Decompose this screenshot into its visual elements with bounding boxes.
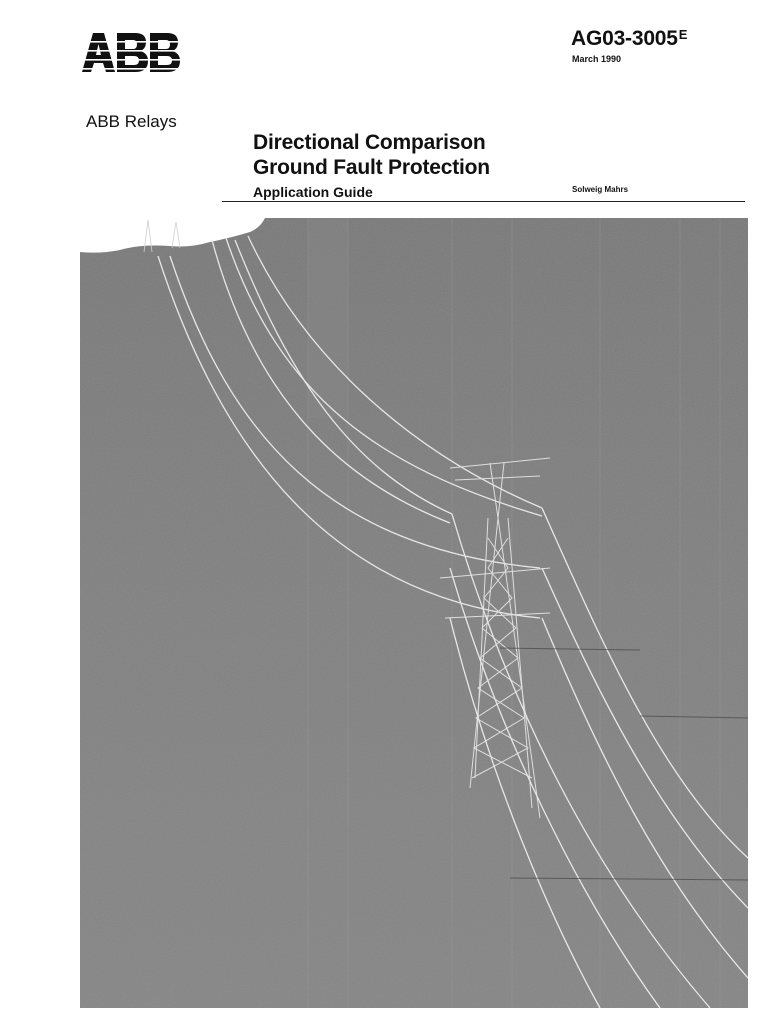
- document-title-line-1: Directional Comparison: [253, 131, 486, 154]
- author-name: Solweig Mahrs: [572, 185, 629, 194]
- photo-grain: [80, 218, 748, 1008]
- cover-photo: [80, 218, 748, 1008]
- title-block: [253, 130, 553, 200]
- division-name: ABB Relays: [86, 112, 177, 131]
- header-divider: [222, 201, 745, 202]
- document-subtitle: Application Guide: [253, 184, 373, 200]
- abb-logo: [80, 30, 180, 74]
- light-column-band: [308, 218, 348, 418]
- document-number-value: AG03-3005: [571, 27, 678, 50]
- document-number: [571, 27, 687, 51]
- document-date: March 1990: [572, 54, 622, 64]
- document-number-suffix: E: [678, 27, 688, 42]
- document-title-line-2: Ground Fault Protection: [253, 156, 490, 179]
